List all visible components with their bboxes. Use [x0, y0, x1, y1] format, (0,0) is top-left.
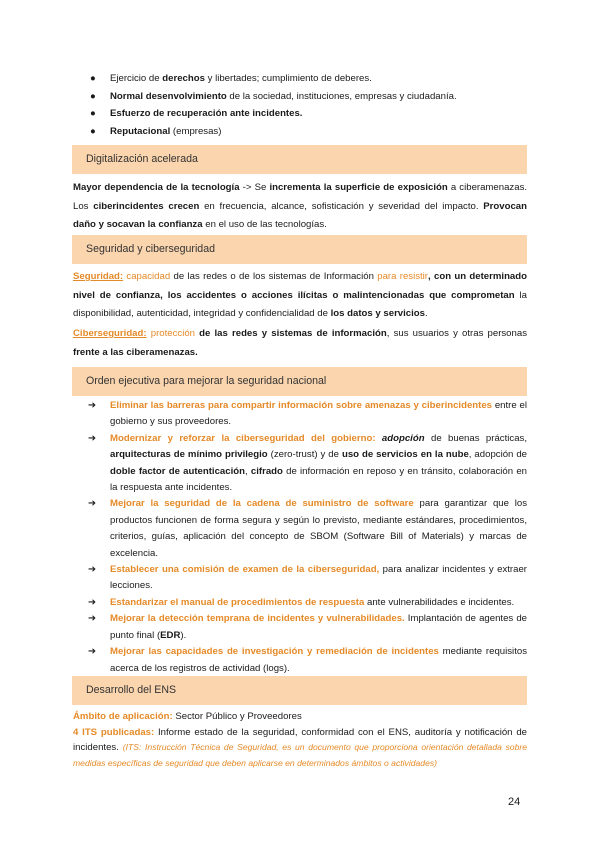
list-item: ➔ Modernizar y reforzar la ciberseguridad del gobierno: adopción de buenas prácticas, arquitecturas de mínimo privilegio (zero-trust) y de uso de servicios en la nube, adopción de doble factor de autenticación, cifrado de información en reposo y en tránsito, colaboración en la respuesta ante incidentes.	[88, 432, 528, 494]
arrow-icon: ➔	[88, 596, 97, 608]
arrow-icon: ➔	[88, 498, 97, 510]
list-item: ➔ Eliminar las barreras para compartir información sobre amenazas y ciberincidentes entre el gobierno y sus proveedores.	[88, 400, 527, 428]
list-item: ● Normal desenvolvimiento de la sociedad, instituciones, empresas y ciudadanía.	[86, 88, 546, 106]
section-heading-ens: Desarrollo del ENS	[72, 676, 527, 705]
bullet-icon: ●	[90, 73, 96, 84]
arrow-icon: ➔	[88, 432, 97, 444]
arrow-icon: ➔	[88, 564, 97, 576]
bullet-icon: ●	[90, 108, 96, 119]
section-heading-orden-ejecutiva: Orden ejecutiva para mejorar la seguridad nacional	[72, 367, 527, 396]
arrow-icon: ➔	[88, 400, 97, 411]
impact-bullet-list	[86, 70, 546, 140]
ens-paragraph: Ámbito de aplicación: Sector Público y Proveedores 4 ITS publicadas: Informe estado de la seguridad, conformidad con el ENS, auditoría y notificación de incidentes. (ITS: Instrucción Técnica de Seguridad, es un documento que proporciona orientación detallada sobre medidas específicas de seguridad que deben aplicarse en determinados ámbitos o actividades)	[73, 711, 528, 768]
section-heading-digitalizacion: Digitalización acelerada	[72, 145, 527, 174]
list-item: ● Reputacional (empresas)	[86, 123, 546, 141]
list-item: ➔ Mejorar las capacidades de investigación y remediación de incidentes mediante requisitos acerca de los registros de actividad (logs).	[88, 646, 527, 674]
digitalizacion-paragraph: Mayor dependencia de la tecnología -> Se incrementa la superficie de exposición a ciberamenazas. Los ciberincidentes crecen en frecuencia, alcance, sofisticación y severidad del impacto. Provocan daño y socavan la confianza en el uso de las tecnologías.	[73, 182, 528, 231]
list-item: ➔ Mejorar la seguridad de la cadena de suministro de software para garantizar que los productos funcionen de forma segura y según lo previsto, mediante estándares, procedimientos, criterios, guías, aplicación del concepto de SBOM (Software Bill of Materials) y marcas de excelencia.	[88, 498, 528, 559]
list-item: ➔ Establecer una comisión de examen de la ciberseguridad, para analizar incidentes y extraer lecciones.	[88, 564, 527, 592]
arrow-icon: ➔	[88, 613, 97, 625]
ciberseguridad-definition: Ciberseguridad: protección de las redes y sistemas de información, sus usuarios y otras personas frente a las ciberamenazas.	[73, 328, 527, 358]
seguridad-definition: Seguridad: capacidad de las redes o de los sistemas de Información para resistir, con un determinado nivel de confianza, los accidentes o acciones ilícitas o malintencionadas que comprometan la disponibilidad, autenticidad, integridad y confidencialidad de los datos y servicios.	[73, 271, 528, 320]
bullet-icon: ●	[90, 125, 96, 137]
bullet-icon: ●	[90, 90, 96, 102]
list-item: ● Esfuerzo de recuperación ante incidentes.	[86, 105, 546, 123]
orden-ejecutiva-list	[86, 398, 527, 677]
section-heading-seguridad: Seguridad y ciberseguridad	[72, 235, 527, 264]
list-item: ● Ejercicio de derechos y libertades; cumplimiento de deberes.	[86, 70, 546, 88]
list-item: ➔ Mejorar la detección temprana de incidentes y vulnerabilidades. Implantación de agentes de punto final (EDR).	[88, 613, 527, 641]
page-number: 24	[508, 796, 521, 808]
list-item: ➔ Estandarizar el manual de procedimientos de respuesta ante vulnerabilidades e incidentes.	[86, 595, 527, 611]
arrow-icon: ➔	[88, 646, 97, 658]
